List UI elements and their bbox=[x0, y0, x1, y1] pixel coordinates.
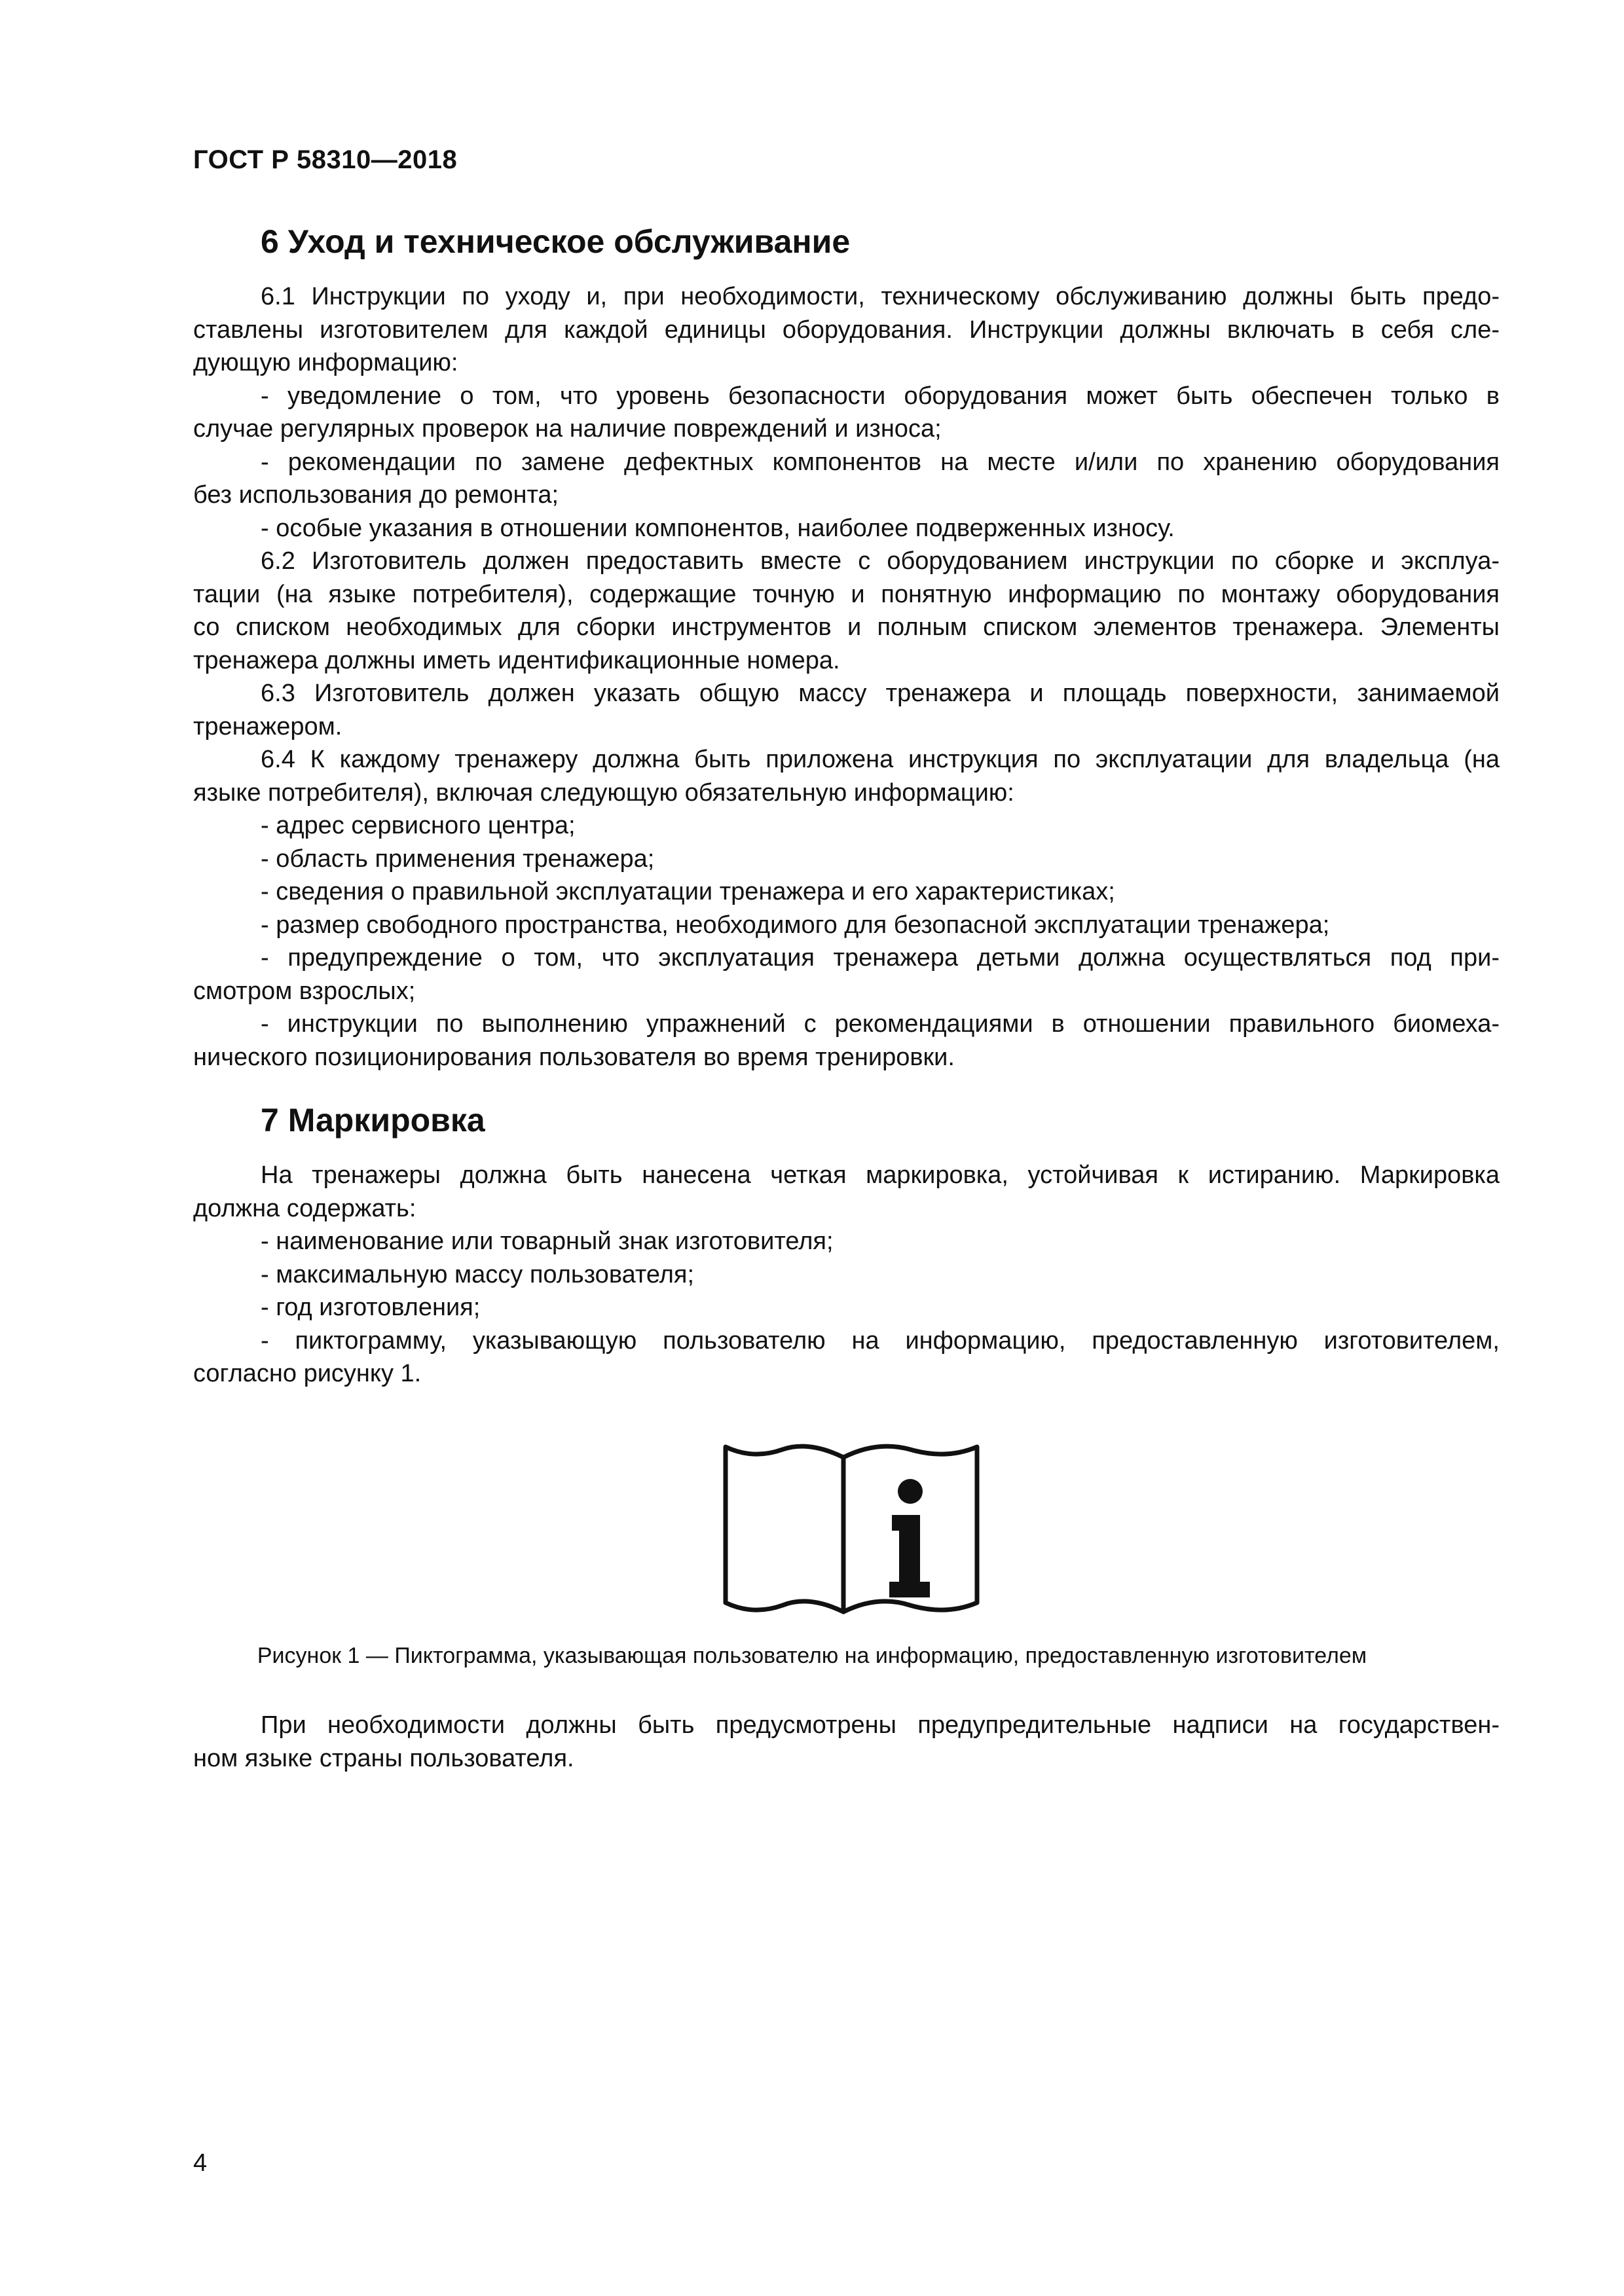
section-6-body bbox=[193, 280, 1500, 1074]
section-7-note bbox=[193, 1709, 1500, 1775]
section-6-title: 6 Уход и техническое обслуживание bbox=[261, 223, 851, 260]
text-line: - сведения о правильной эксплуатации тренажера и его характеристиках; bbox=[261, 878, 1115, 905]
page-number: 4 bbox=[193, 2149, 208, 2177]
document-code: ГОСТ Р 58310—2018 bbox=[193, 145, 458, 174]
text-line: - максимальную массу пользователя; bbox=[261, 1260, 695, 1288]
text-line: 6.4 К каждому тренажеру должна быть приложена инструкция по эксплуатации для владельца (на bbox=[261, 746, 1500, 773]
text-line: должна содержать: bbox=[193, 1194, 416, 1222]
text-line: тации (на языке потребителя), содержащие точную и понятную информацию по монтажу оборудования bbox=[193, 580, 1500, 608]
text-line: дующую информацию: bbox=[193, 349, 458, 376]
text-line: нического позиционирования пользователя во время тренировки. bbox=[193, 1043, 955, 1071]
text-line: смотром взрослых; bbox=[193, 977, 416, 1005]
info-book-icon bbox=[720, 1434, 982, 1617]
text-line: без использования до ремонта; bbox=[193, 481, 559, 509]
text-line: со списком необходимых для сборки инструментов и полным списком элементов тренажера. Элементы bbox=[193, 613, 1500, 641]
text-line: - инструкции по выполнению упражнений с рекомендациями в отношении правильного биомеха- bbox=[261, 1010, 1500, 1038]
text-line: согласно рисунку 1. bbox=[193, 1360, 422, 1387]
text-line: языке потребителя), включая следующую обязательную информацию: bbox=[193, 778, 1014, 807]
text-line: случае регулярных проверок на наличие повреждений и износа; bbox=[193, 415, 942, 443]
text-line: На тренажеры должна быть нанесена четкая маркировка, устойчивая к истиранию. Маркировка bbox=[261, 1161, 1500, 1189]
text-line: - наименование или товарный знак изготовителя; bbox=[261, 1228, 834, 1255]
text-line: тренажером. bbox=[193, 712, 342, 740]
text-line: При необходимости должны быть предусмотрены предупредительные надписи на государствен- bbox=[261, 1711, 1500, 1739]
text-line: - размер свободного пространства, необходимого для безопасной эксплуатации тренажера; bbox=[261, 911, 1330, 939]
section-7-title: 7 Маркировка bbox=[261, 1102, 485, 1139]
text-line: ставлены изготовителем для каждой единицы оборудования. Инструкции должны включать в себя сле- bbox=[193, 316, 1500, 344]
text-line: - предупреждение о том, что эксплуатация тренажера детьми должна осуществляться под при- bbox=[261, 944, 1500, 972]
section-7-body bbox=[193, 1159, 1500, 1391]
text-line: - особые указания в отношении компонентов, наиболее подверженных износу. bbox=[261, 514, 1175, 542]
text-line: - адрес сервисного центра; bbox=[261, 812, 576, 839]
figure-caption: Рисунок 1 — Пиктограмма, указывающая пользователю на информацию, предоставленную изготовителем bbox=[257, 1643, 1367, 1668]
text-line: - пиктограмму, указывающую пользователю на информацию, предоставленную изготовителем, bbox=[261, 1326, 1500, 1355]
text-line: 6.2 Изготовитель должен предоставить вместе с оборудованием инструкции по сборке и эксплуа- bbox=[261, 547, 1500, 575]
text-line: - рекомендации по замене дефектных компонентов на месте и/или по хранению оборудования bbox=[261, 448, 1500, 476]
text-line: 6.3 Изготовитель должен указать общую массу тренажера и площадь поверхности, занимаемой bbox=[261, 680, 1500, 707]
text-line: - год изготовления; bbox=[261, 1294, 481, 1321]
text-line: 6.1 Инструкции по уходу и, при необходимости, техническому обслуживанию должны быть предо- bbox=[261, 283, 1500, 310]
text-line: тренажера должны иметь идентификационные номера. bbox=[193, 646, 840, 674]
text-line: - уведомление о том, что уровень безопасности оборудования может быть обеспечен только в bbox=[261, 382, 1500, 410]
text-line: ном языке страны пользователя. bbox=[193, 1744, 574, 1772]
text-line: - область применения тренажера; bbox=[261, 845, 655, 873]
